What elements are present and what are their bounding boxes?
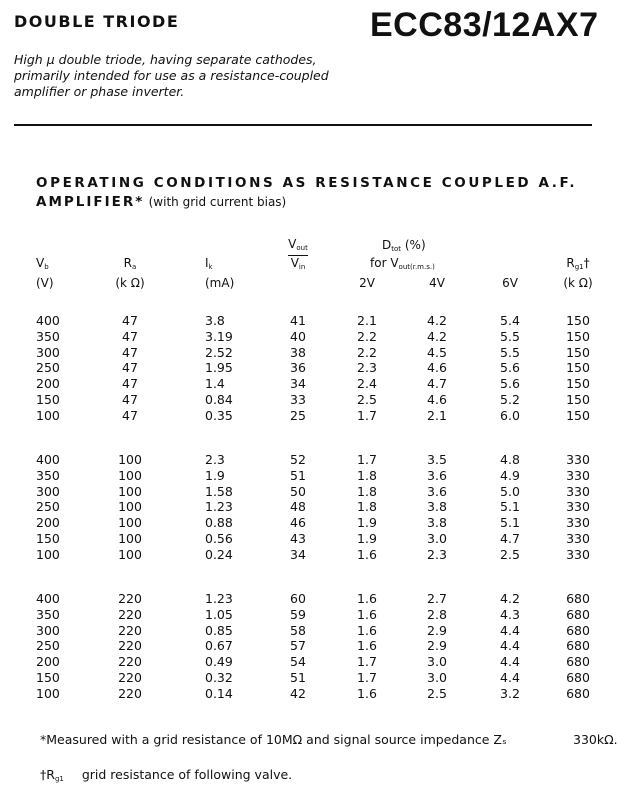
cell-ik: 0.14 xyxy=(205,685,233,701)
cell-d-4v: 4.2 xyxy=(427,313,447,328)
cell-d-6v: 4.4 xyxy=(500,638,520,654)
cell-vb: 300 xyxy=(36,622,60,638)
cell-ra: 220 xyxy=(118,654,142,670)
cell-d-4v: 4.6 xyxy=(427,360,447,376)
cell-d-4v: 3.0 xyxy=(427,670,447,685)
cell-vb: 250 xyxy=(36,638,60,654)
cell-gain: 34 xyxy=(290,376,306,392)
cell-gain: 41 xyxy=(290,313,306,328)
footnote-grid-resistance xyxy=(40,767,292,783)
cell-d-2v: 2.3 xyxy=(357,360,377,376)
cell-d-4v: 2.9 xyxy=(427,622,447,638)
cell-vb: 250 xyxy=(36,360,60,376)
cell-d-6v: 5.2 xyxy=(500,392,520,407)
cell-d-6v: 5.5 xyxy=(500,328,520,344)
cell-ra: 47 xyxy=(122,344,138,360)
cell-d-4v: 4.6 xyxy=(427,392,447,407)
cell-ik: 2.3 xyxy=(205,452,225,467)
tube-model-title: ECC83/12AX7 xyxy=(370,6,599,44)
cell-ik: 1.23 xyxy=(205,499,233,515)
cell-ik: 1.9 xyxy=(205,467,225,483)
cell-ra: 100 xyxy=(118,452,142,467)
cell-d-6v: 4.2 xyxy=(500,591,520,606)
cell-vb: 150 xyxy=(36,392,60,407)
cell-ik: 0.67 xyxy=(205,638,233,654)
cell-d-4v: 3.0 xyxy=(427,531,447,546)
cell-vb: 150 xyxy=(36,670,60,685)
header-vb: $V_b$ xyxy=(36,256,49,271)
cell-rg: 150 xyxy=(566,407,590,423)
cell-d-4v: 4.2 xyxy=(427,328,447,344)
cell-gain: 42 xyxy=(290,685,306,701)
cell-d-6v: 5.1 xyxy=(500,515,520,531)
cell-vb: 350 xyxy=(36,328,60,344)
cell-ra: 220 xyxy=(118,685,142,701)
cell-gain: 57 xyxy=(290,638,306,654)
cell-d-6v: 3.2 xyxy=(500,685,520,701)
cell-d-4v: 4.5 xyxy=(427,344,447,360)
cell-ik: 2.52 xyxy=(205,344,233,360)
cell-d-4v: 2.9 xyxy=(427,638,447,654)
cell-gain: 33 xyxy=(290,392,306,407)
cell-d-6v: 5.5 xyxy=(500,344,520,360)
cell-rg: 150 xyxy=(566,344,590,360)
header-rg: $R_{g1}\dagger$ xyxy=(566,256,590,271)
cell-ra: 220 xyxy=(118,638,142,654)
section-heading-note: (with grid current bias) xyxy=(148,195,287,209)
cell-gain: 58 xyxy=(290,622,306,638)
cell-d-6v: 5.1 xyxy=(500,499,520,515)
cell-gain: 38 xyxy=(290,344,306,360)
cell-gain: 60 xyxy=(290,591,306,606)
cell-d-2v: 1.7 xyxy=(357,407,377,423)
header-distortion: $D_{tot}$ (%) xyxy=(382,238,426,253)
cell-vb: 250 xyxy=(36,499,60,515)
cell-d-4v: 3.0 xyxy=(427,654,447,670)
cell-ra: 100 xyxy=(118,515,142,531)
cell-rg: 680 xyxy=(566,591,590,606)
cell-rg: 330 xyxy=(566,531,590,546)
cell-ik: 3.8 xyxy=(205,313,225,328)
cell-gain: 51 xyxy=(290,670,306,685)
cell-rg: 150 xyxy=(566,376,590,392)
cell-ra: 220 xyxy=(118,670,142,685)
cell-d-2v: 2.4 xyxy=(357,376,377,392)
header-gain: $V_{out}$ $V_{in}$ xyxy=(288,237,308,271)
cell-rg: 680 xyxy=(566,622,590,638)
header-d-4v: 4V xyxy=(429,276,445,290)
cell-d-6v: 4.7 xyxy=(500,531,520,546)
cell-ra: 47 xyxy=(122,392,138,407)
cell-d-2v: 2.1 xyxy=(357,313,377,328)
cell-d-6v: 4.4 xyxy=(500,654,520,670)
footnote-measured xyxy=(40,732,618,747)
cell-d-6v: 5.6 xyxy=(500,376,520,392)
cell-gain: 46 xyxy=(290,515,306,531)
cell-gain: 51 xyxy=(290,467,306,483)
header-ra-unit: (k Ω) xyxy=(115,276,145,290)
cell-ik: 1.23 xyxy=(205,591,233,606)
cell-gain: 54 xyxy=(290,654,306,670)
cell-d-4v: 3.6 xyxy=(427,467,447,483)
cell-d-2v: 1.6 xyxy=(357,591,377,606)
header-d-6v: 6V xyxy=(502,276,518,290)
cell-d-6v: 5.4 xyxy=(500,313,520,328)
cell-rg: 680 xyxy=(566,654,590,670)
header-ik-unit: (mA) xyxy=(205,276,235,290)
cell-rg: 330 xyxy=(566,467,590,483)
cell-d-2v: 1.7 xyxy=(357,452,377,467)
cell-d-4v: 2.8 xyxy=(427,606,447,622)
cell-d-6v: 5.0 xyxy=(500,483,520,499)
cell-ra: 100 xyxy=(118,483,142,499)
cell-rg: 330 xyxy=(566,499,590,515)
cell-d-6v: 5.6 xyxy=(500,360,520,376)
cell-rg: 150 xyxy=(566,328,590,344)
cell-d-4v: 2.3 xyxy=(427,546,447,562)
cell-d-4v: 3.8 xyxy=(427,515,447,531)
cell-gain: 52 xyxy=(290,452,306,467)
cell-d-2v: 1.9 xyxy=(357,531,377,546)
cell-d-4v: 2.5 xyxy=(427,685,447,701)
cell-rg: 330 xyxy=(566,452,590,467)
cell-d-4v: 4.7 xyxy=(427,376,447,392)
cell-rg: 330 xyxy=(566,483,590,499)
cell-d-6v: 2.5 xyxy=(500,546,520,562)
cell-d-2v: 1.6 xyxy=(357,606,377,622)
cell-vb: 300 xyxy=(36,344,60,360)
cell-ra: 220 xyxy=(118,591,142,606)
cell-ra: 47 xyxy=(122,376,138,392)
cell-d-6v: 4.9 xyxy=(500,467,520,483)
cell-vb: 200 xyxy=(36,654,60,670)
cell-d-2v: 1.6 xyxy=(357,622,377,638)
cell-d-2v: 2.2 xyxy=(357,328,377,344)
cell-ra: 100 xyxy=(118,499,142,515)
tube-description: High μ double triode, having separate cathodes, primarily intended for use as a resistance-coupled amplifier or phase inverter. xyxy=(14,52,329,99)
cell-ik: 1.05 xyxy=(205,606,233,622)
section-heading-bold: AMPLIFIER* xyxy=(36,194,145,210)
cell-vb: 200 xyxy=(36,376,60,392)
cell-ik: 0.24 xyxy=(205,546,233,562)
cell-vb: 350 xyxy=(36,467,60,483)
cell-ra: 47 xyxy=(122,328,138,344)
header-rg-unit: (k Ω) xyxy=(563,276,593,290)
header-vb-unit: (V) xyxy=(36,276,54,290)
cell-ra: 100 xyxy=(118,531,142,546)
cell-rg: 680 xyxy=(566,685,590,701)
cell-gain: 59 xyxy=(290,606,306,622)
header-distortion-for: for $V_{out(r.m.s.)}$ xyxy=(370,256,435,271)
cell-vb: 400 xyxy=(36,591,60,606)
cell-d-4v: 3.5 xyxy=(427,452,447,467)
cell-gain: 48 xyxy=(290,499,306,515)
cell-d-2v: 1.8 xyxy=(357,499,377,515)
cell-ik: 1.95 xyxy=(205,360,233,376)
header-d-2v: 2V xyxy=(359,276,375,290)
cell-rg: 680 xyxy=(566,638,590,654)
cell-ra: 100 xyxy=(118,467,142,483)
cell-d-2v: 1.6 xyxy=(357,685,377,701)
cell-vb: 350 xyxy=(36,606,60,622)
section-heading: OPERATING CONDITIONS AS RESISTANCE COUPLED A.F. xyxy=(36,175,578,191)
cell-vb: 200 xyxy=(36,515,60,531)
cell-d-6v: 4.3 xyxy=(500,606,520,622)
footnote-rg-symbol: $\dagger R_{g1}$ xyxy=(40,767,64,783)
cell-vb: 300 xyxy=(36,483,60,499)
cell-d-4v: 3.8 xyxy=(427,499,447,515)
cell-gain: 40 xyxy=(290,328,306,344)
cell-vb: 100 xyxy=(36,407,60,423)
cell-rg: 680 xyxy=(566,670,590,685)
cell-d-2v: 1.7 xyxy=(357,654,377,670)
cell-d-2v: 1.9 xyxy=(357,515,377,531)
cell-gain: 50 xyxy=(290,483,306,499)
cell-ik: 0.32 xyxy=(205,670,233,685)
header-ra: $R_a$ xyxy=(123,256,137,271)
cell-rg: 150 xyxy=(566,360,590,376)
cell-vb: 400 xyxy=(36,452,60,467)
cell-d-2v: 2.2 xyxy=(357,344,377,360)
cell-d-4v: 3.6 xyxy=(427,483,447,499)
cell-vb: 100 xyxy=(36,685,60,701)
cell-gain: 43 xyxy=(290,531,306,546)
cell-ra: 100 xyxy=(118,546,142,562)
cell-ik: 0.35 xyxy=(205,407,233,423)
cell-d-2v: 1.8 xyxy=(357,483,377,499)
cell-rg: 150 xyxy=(566,313,590,328)
cell-ik: 1.4 xyxy=(205,376,225,392)
cell-d-2v: 1.7 xyxy=(357,670,377,685)
cell-ra: 47 xyxy=(122,407,138,423)
cell-rg: 680 xyxy=(566,606,590,622)
cell-d-6v: 4.4 xyxy=(500,670,520,685)
cell-ra: 220 xyxy=(118,622,142,638)
cell-d-4v: 2.1 xyxy=(427,407,447,423)
footnote-rg-text: grid resistance of following valve. xyxy=(81,767,293,782)
cell-d-2v: 1.8 xyxy=(357,467,377,483)
cell-ik: 0.85 xyxy=(205,622,233,638)
cell-ik: 0.84 xyxy=(205,392,233,407)
cell-d-6v: 4.4 xyxy=(500,622,520,638)
header-ik: $I_k$ xyxy=(205,256,213,271)
cell-d-2v: 1.6 xyxy=(357,638,377,654)
cell-d-6v: 4.8 xyxy=(500,452,520,467)
cell-ik: 0.49 xyxy=(205,654,233,670)
cell-d-4v: 2.7 xyxy=(427,591,447,606)
cell-rg: 330 xyxy=(566,515,590,531)
cell-rg: 150 xyxy=(566,392,590,407)
cell-ra: 220 xyxy=(118,606,142,622)
footnote-impedance-value: 330kΩ. xyxy=(573,732,618,747)
section-heading-continued xyxy=(36,194,286,210)
tube-type-title: DOUBLE TRIODE xyxy=(14,12,180,31)
cell-ik: 3.19 xyxy=(205,328,233,344)
cell-ra: 47 xyxy=(122,360,138,376)
cell-d-2v: 2.5 xyxy=(357,392,377,407)
cell-gain: 34 xyxy=(290,546,306,562)
cell-vb: 100 xyxy=(36,546,60,562)
cell-gain: 36 xyxy=(290,360,306,376)
footnote-measured-text: *Measured with a grid resistance of 10MΩ and signal source impedance Zₛ xyxy=(40,732,507,747)
header-divider xyxy=(14,124,592,126)
cell-vb: 400 xyxy=(36,313,60,328)
cell-ik: 1.58 xyxy=(205,483,233,499)
cell-d-2v: 1.6 xyxy=(357,546,377,562)
cell-rg: 330 xyxy=(566,546,590,562)
cell-gain: 25 xyxy=(290,407,306,423)
cell-vb: 150 xyxy=(36,531,60,546)
cell-ik: 0.56 xyxy=(205,531,233,546)
cell-ra: 47 xyxy=(122,313,138,328)
cell-ik: 0.88 xyxy=(205,515,233,531)
cell-d-6v: 6.0 xyxy=(500,407,520,423)
